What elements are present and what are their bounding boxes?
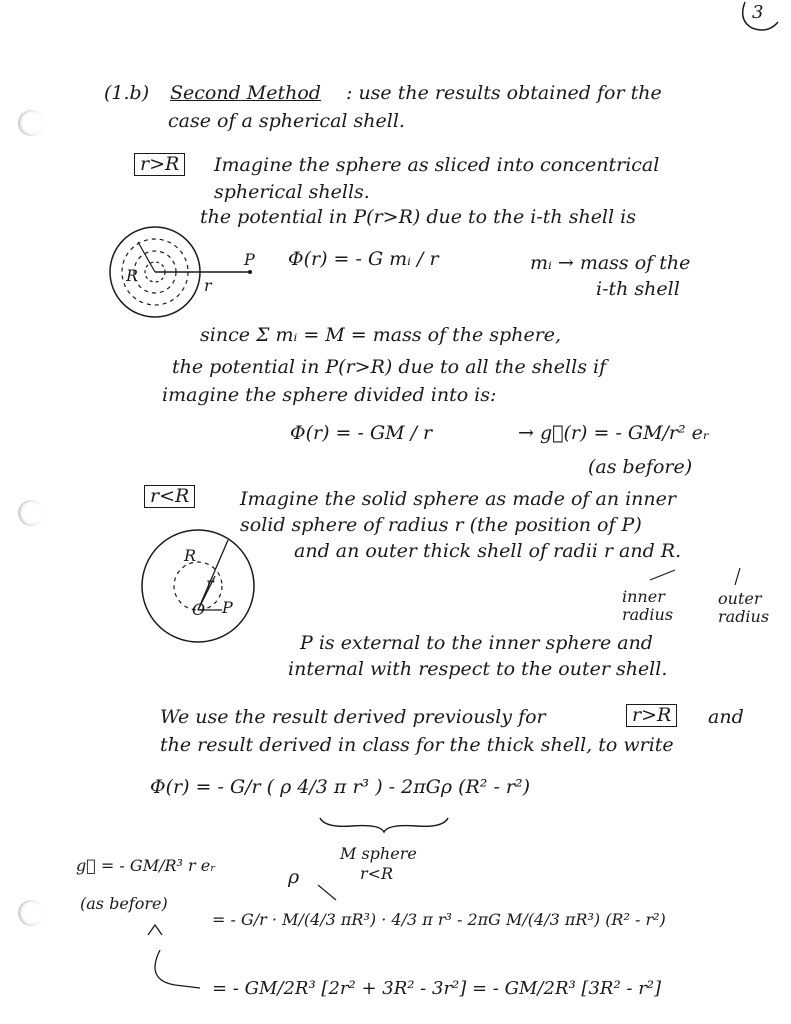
case-tag-inside: r<R bbox=[144, 485, 195, 508]
fig1-radius-R: R bbox=[126, 266, 139, 285]
as-before-note: (as before) bbox=[588, 456, 693, 478]
fig2-point-P: P bbox=[222, 598, 233, 617]
side-field-formula: g⃗ = - GM/R³ r eᵣ bbox=[76, 856, 216, 875]
inside-line2: solid sphere of radius r (the position of P) bbox=[240, 514, 642, 536]
since-sum-line: since Σ mᵢ = M = mass of the sphere, bbox=[200, 324, 562, 346]
rho-label: ρ bbox=[288, 866, 300, 888]
section-title-rest: : use the results obtained for the bbox=[346, 82, 662, 104]
brace-label-region: r<R bbox=[360, 864, 394, 883]
inside-line4: P is external to the inner sphere and bbox=[300, 632, 653, 654]
potential-equation-1: Φ(r) = - G/r ( ρ 4/3 π r³ ) - 2πGρ (R² - r²) bbox=[150, 776, 531, 798]
inside-line1: Imagine the solid sphere as made of an inner bbox=[240, 488, 676, 510]
outside-line4: the potential in P(r>R) due to all the shells if bbox=[172, 356, 607, 378]
fig1-point-P: P bbox=[244, 250, 255, 269]
case-tag-outside: r>R bbox=[134, 153, 185, 176]
potential-equation-2: = - G/r · M/(4/3 πR³) · 4/3 π r³ - 2πG M/(4/3 πR³) (R² - r²) bbox=[212, 910, 666, 929]
section-label: (1.b) bbox=[104, 82, 150, 104]
shell-mass-note-1: mᵢ → mass of the bbox=[530, 252, 691, 274]
outside-field-result: → g⃗(r) = - GM/r² eᵣ bbox=[518, 422, 710, 444]
outer-radius-label: outer radius bbox=[718, 589, 770, 626]
section-subtitle: case of a spherical shell. bbox=[168, 110, 405, 132]
shell-mass-note-2: i-th shell bbox=[596, 278, 680, 300]
inner-radius-label: inner radius bbox=[622, 587, 674, 624]
fig1-radius-r: r bbox=[204, 276, 212, 295]
derivation-line1: We use the result derived previously for bbox=[160, 706, 546, 728]
side-field-note: (as before) bbox=[80, 894, 168, 913]
outside-line3: the potential in P(r>R) due to the i-th shell is bbox=[200, 206, 636, 228]
fig2-radius-r: r bbox=[206, 574, 214, 593]
outside-line2: spherical shells. bbox=[214, 181, 370, 203]
page-number: 3 bbox=[752, 2, 764, 23]
inside-line5: internal with respect to the outer shell. bbox=[288, 658, 668, 680]
section-title: Second Method bbox=[170, 82, 321, 104]
fig2-center-O: O bbox=[192, 600, 206, 619]
derivation-line1-end: and bbox=[708, 706, 744, 728]
outside-potential-result: Φ(r) = - GM / r bbox=[290, 422, 433, 444]
brace-label-mass: M sphere bbox=[340, 844, 417, 863]
derivation-tag: r>R bbox=[626, 704, 677, 727]
fig2-radius-R: R bbox=[184, 546, 197, 565]
inside-line3: and an outer thick shell of radii r and R. bbox=[294, 540, 682, 562]
shell-potential-formula: Φ(r) = - G mᵢ / r bbox=[288, 248, 439, 270]
derivation-line2: the result derived in class for the thick shell, to write bbox=[160, 734, 674, 756]
outside-line5: imagine the sphere divided into is: bbox=[162, 384, 497, 406]
outside-line1: Imagine the sphere as sliced into concentrical bbox=[214, 154, 660, 176]
potential-equation-3: = - GM/2R³ [2r² + 3R² - 3r²] = - GM/2R³ [3R² - r²] bbox=[212, 978, 662, 999]
